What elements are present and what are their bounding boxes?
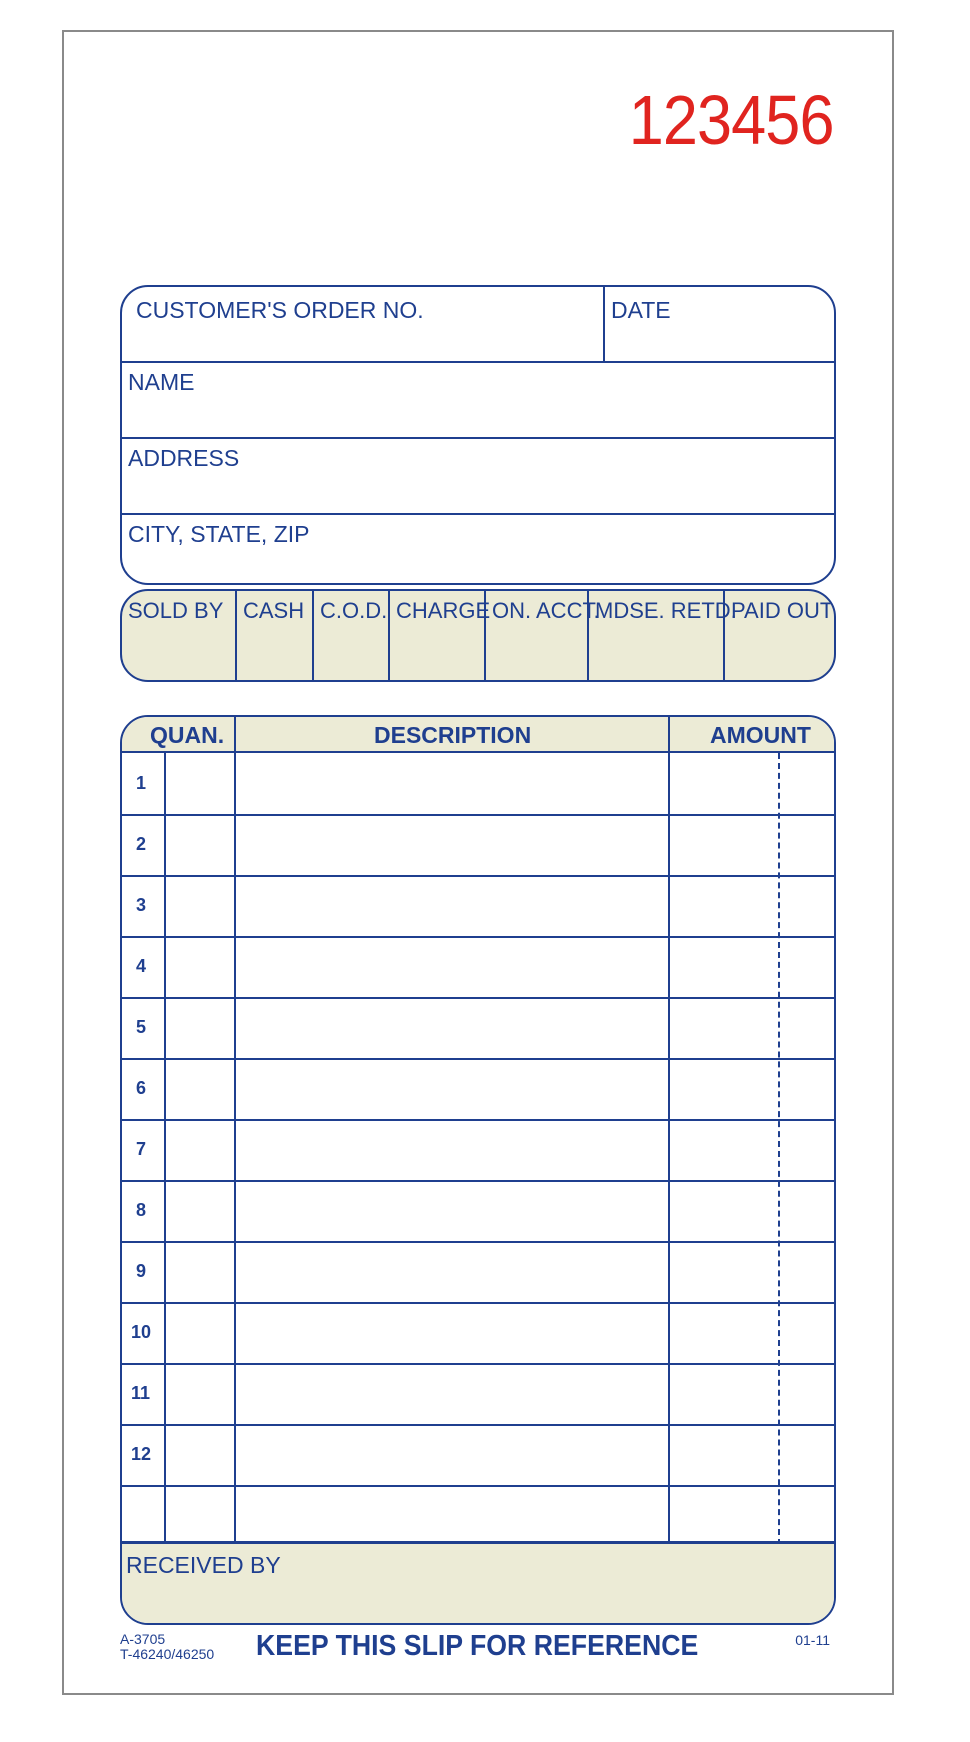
payment-block xyxy=(120,589,836,682)
row-separator xyxy=(122,1424,834,1426)
name-row xyxy=(122,363,834,439)
items-table xyxy=(120,715,836,1625)
on-acct-cell xyxy=(484,591,600,680)
row-number: 1 xyxy=(136,773,147,793)
row-separator xyxy=(122,875,834,877)
row-separator xyxy=(122,1058,834,1060)
date-label: DATE xyxy=(611,297,671,323)
row-separator xyxy=(122,814,834,816)
city-state-zip-label: CITY, STATE, ZIP xyxy=(128,521,310,547)
header-divider-2 xyxy=(668,717,670,753)
order-no-label: CUSTOMER'S ORDER NO. xyxy=(136,297,424,323)
sales-slip xyxy=(62,30,894,1695)
row-separator xyxy=(122,1180,834,1182)
row-separator xyxy=(122,1119,834,1121)
row-number: 7 xyxy=(136,1139,147,1159)
charge-cell xyxy=(388,591,491,680)
row-separator xyxy=(122,1302,834,1304)
items-header xyxy=(122,717,834,753)
row-separator xyxy=(122,1485,834,1487)
sold-by-cell xyxy=(122,591,235,680)
received-by-label: RECEIVED BY xyxy=(126,1552,281,1578)
cash-label: CASH xyxy=(243,598,305,623)
city-row xyxy=(122,515,834,585)
revision-code: 01-11 xyxy=(795,1632,830,1648)
row-number: 3 xyxy=(136,895,147,915)
footer-tagline: KEEP THIS SLIP FOR REFERENCE xyxy=(256,1630,699,1662)
catalog-code: T-46240/46250 xyxy=(120,1646,215,1662)
rownum-divider xyxy=(164,753,166,1545)
date-divider xyxy=(603,287,605,361)
address-row xyxy=(122,439,834,515)
row-number: 2 xyxy=(136,834,147,854)
row-number: 11 xyxy=(131,1383,151,1403)
mdse-retd-cell xyxy=(587,591,737,680)
customer-block xyxy=(120,285,836,585)
row-number: 5 xyxy=(136,1017,147,1037)
row-separator xyxy=(122,1241,834,1243)
description-header: DESCRIPTION xyxy=(374,722,532,748)
cash-cell xyxy=(235,591,312,680)
charge-label: CHARGE xyxy=(396,598,491,623)
received-by-row xyxy=(122,1541,834,1623)
row-number: 10 xyxy=(131,1322,152,1342)
row-number: 6 xyxy=(136,1078,147,1098)
sold-by-label: SOLD BY xyxy=(128,598,224,623)
row-number: 12 xyxy=(131,1444,152,1464)
order-row xyxy=(122,287,834,363)
row-separator xyxy=(122,997,834,999)
serial-number: 123456 xyxy=(629,81,834,159)
mdse-retd-label: MDSE. RETD. xyxy=(595,598,737,623)
on-acct-label: ON. ACCT. xyxy=(492,598,600,623)
paid-out-label: PAID OUT xyxy=(731,598,834,623)
row-separator xyxy=(122,936,834,938)
row-separator xyxy=(122,1363,834,1365)
address-label: ADDRESS xyxy=(128,445,240,471)
cod-label: C.O.D. xyxy=(320,598,388,623)
paid-out-cell xyxy=(723,591,836,680)
form-codes xyxy=(120,1632,214,1662)
row-number: 4 xyxy=(136,956,147,976)
amount-divider xyxy=(668,753,670,1545)
form-code: A-3705 xyxy=(120,1631,166,1647)
row-number: 8 xyxy=(136,1200,147,1220)
cod-cell xyxy=(312,591,388,680)
quan-divider xyxy=(234,753,236,1545)
name-label: NAME xyxy=(128,369,195,395)
row-number: 9 xyxy=(136,1261,147,1281)
header-divider-1 xyxy=(234,717,236,753)
cents-divider xyxy=(778,753,780,1545)
amount-header: AMOUNT xyxy=(710,722,811,748)
quan-header: QUAN. xyxy=(150,722,225,748)
